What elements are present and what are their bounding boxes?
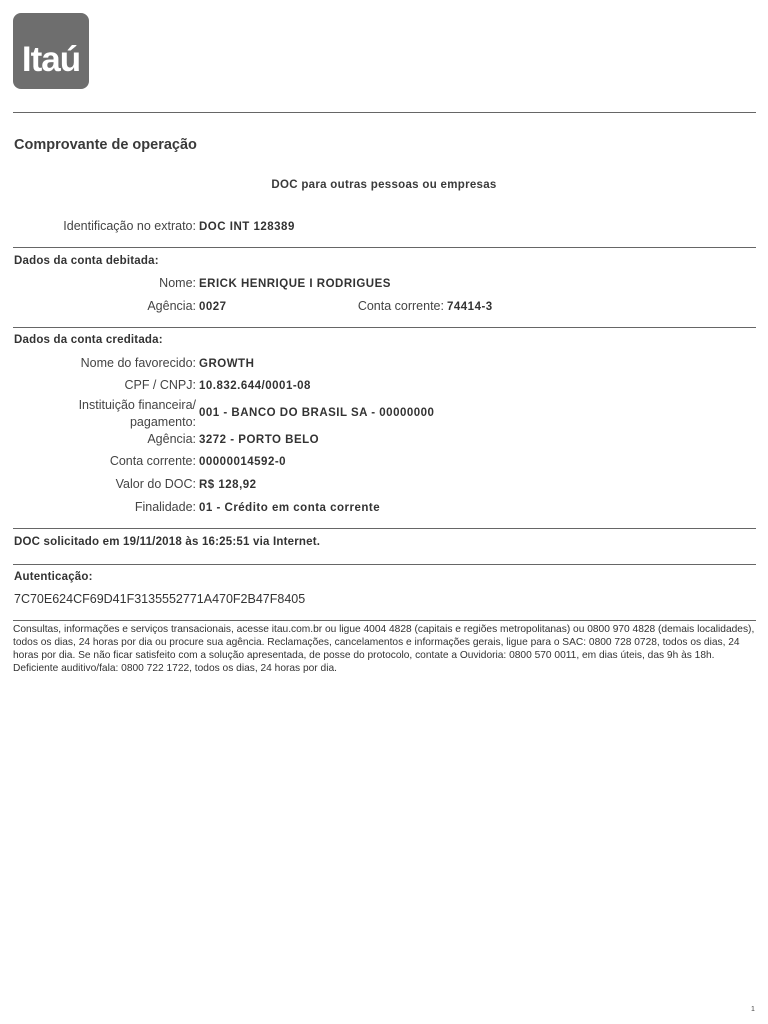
amount-value: R$ 128,92	[199, 479, 257, 491]
itau-logo	[13, 13, 89, 89]
debited-checking-value: 74414-3	[447, 301, 493, 313]
divider	[13, 247, 756, 248]
institution-value: 001 - BANCO DO BRASIL SA - 00000000	[199, 407, 435, 419]
page-title: Comprovante de operação	[14, 137, 197, 153]
amount-label: Valor do DOC:	[115, 477, 196, 491]
divider	[13, 327, 756, 328]
request-info: DOC solicitado em 19/11/2018 às 16:25:51 via Internet.	[14, 536, 321, 548]
credited-account-heading: Dados da conta creditada:	[14, 334, 163, 346]
institution-label-line1: Instituição financeira/	[78, 398, 196, 412]
payee-value: GROWTH	[199, 358, 255, 370]
divider	[13, 528, 756, 529]
tax-id-label: CPF / CNPJ:	[124, 378, 196, 392]
debited-agency-label: Agência:	[147, 299, 196, 313]
debited-checking-label: Conta corrente:	[357, 299, 444, 313]
purpose-label: Finalidade:	[134, 500, 196, 514]
debited-agency-value: 0027	[199, 301, 227, 313]
debited-name-label: Nome:	[159, 276, 196, 290]
debited-name-value: ERICK HENRIQUE I RODRIGUES	[199, 278, 391, 290]
payee-label: Nome do favorecido:	[80, 356, 196, 370]
credited-checking-value: 00000014592-0	[199, 456, 287, 468]
page-number: 1	[751, 1006, 755, 1013]
logo-text: Itaú	[21, 40, 81, 79]
divider	[13, 620, 756, 621]
debited-account-heading: Dados da conta debitada:	[14, 255, 159, 267]
divider	[13, 564, 756, 565]
credited-checking-label: Conta corrente:	[109, 454, 196, 468]
purpose-value: 01 - Crédito em conta corrente	[199, 502, 381, 514]
institution-label	[79, 397, 196, 431]
statement-id-value: DOC INT 128389	[199, 221, 295, 233]
authentication-code: 7C70E624CF69D41F3135552771A470F2B47F8405	[14, 592, 306, 606]
institution-label-line2: pagamento:	[129, 415, 196, 429]
divider	[13, 112, 756, 113]
footer-disclaimer: Consultas, informações e serviços transacionais, acesse itau.com.br ou ligue 4004 4828 (capitais e regiões metropolitanas) ou 0800 970 4828 (demais localidades), todos os dias, 24 horas por dia ou procure sua agência. Reclamações, cancelamentos e informações gerais, ligue para o SAC: 0800 728 0728, todos os dias, 24 horas por dia. Se não ficar satisfeito com a solução apresentada, de posse do protocolo, contate a Ouvidoria: 0800 570 0011, em dias úteis, das 9h às 18h. Deficiente auditivo/fala: 0800 722 1722, todos os dias, 24 horas por dia.	[13, 624, 755, 674]
operation-type: DOC para outras pessoas ou empresas	[271, 179, 497, 191]
credited-agency-label: Agência:	[147, 432, 196, 446]
credited-agency-value: 3272 - PORTO BELO	[199, 434, 320, 446]
authentication-heading: Autenticação:	[14, 571, 93, 583]
tax-id-value: 10.832.644/0001-08	[199, 380, 311, 392]
statement-id-label: Identificação no extrato:	[63, 219, 196, 233]
